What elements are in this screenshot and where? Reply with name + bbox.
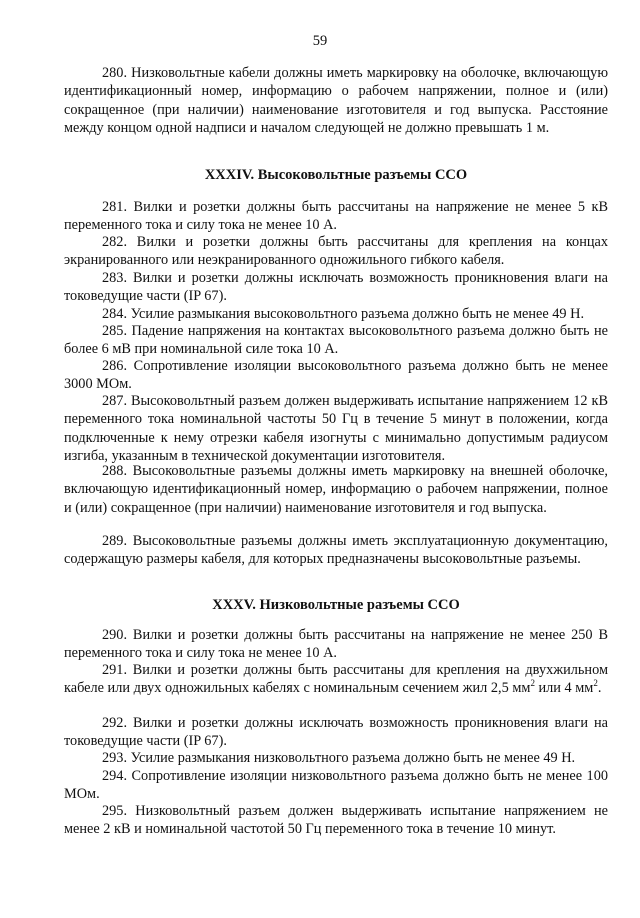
paragraph-291: 291. Вилки и розетки должны быть рассчитаны для крепления на двухжильном кабеле или двух одножильных кабелях с номинальным сечением жил 2,5 $мм^2$ или 4 $мм^2$. xyxy=(64,662,608,697)
paragraph-282: 282. Вилки и розетки должны быть рассчитаны для крепления на концах экранированного или неэкранированного одножильного гибкого кабеля. xyxy=(64,234,608,269)
section-heading-xxxiv: XXXIV. Высоковольтные разъемы ССО xyxy=(204,167,468,183)
paragraph-288: 288. Высоковольтные разъемы должны иметь маркировку на внешней оболочке, включающую идентификационный номер, информацию о рабочем напряжении, полное и (или) сокращенное (при наличии) наименование изготовителя и год выпуска. xyxy=(64,463,608,516)
paragraph-283: 283. Вилки и розетки должны исключать возможность проникновения влаги на токоведущие части (IP 67). xyxy=(64,270,608,305)
superscript-squared: 2 xyxy=(530,678,535,689)
paragraph-292: 292. Вилки и розетки должны исключать возможность проникновения влаги на токоведущие части (IP 67). xyxy=(64,715,608,750)
paragraph-293: 293. Усилие размыкания низковольтного разъема должно быть не менее 49 Н. xyxy=(102,750,576,766)
paragraph-284: 284. Усилие размыкания высоковольтного разъема должно быть не менее 49 Н. xyxy=(102,306,585,322)
paragraph-285: 285. Падение напряжения на контактах высоковольтного разъема должно быть не более 6 мВ при номинальной силе тока 10 А. xyxy=(64,323,608,358)
page-number: 59 xyxy=(312,33,328,49)
paragraph-289: 289. Высоковольтные разъемы должны иметь эксплуатационную документацию, содержащую размеры кабеля, для которых предназначены высоковольтные разъемы. xyxy=(64,533,608,568)
paragraph-280: 280. Низковольтные кабели должны иметь маркировку на оболочке, включающую идентификационный номер, информацию о рабочем напряжении, полное и (или) сокращенное (при наличии) наименование изготовителя и год выпуска. Расстояние между концом одной надписи и началом следующей не должно превышать 1 м. xyxy=(64,65,608,136)
paragraph-287: 287. Высоковольтный разъем должен выдерживать испытание напряжением 12 кВ переменного тока номинальной частоты 50 Гц в течение 5 минут в положении, когда подключенные к нему отрезки кабеля изогнуты с минимально допустимым радиусом изгиба, указанным в технической документации изготовителя. xyxy=(64,393,608,464)
paragraph-294: 294. Сопротивление изоляции низковольтного разъема должно быть не менее 100 МОм. xyxy=(64,768,608,803)
paragraph-286: 286. Сопротивление изоляции высоковольтного разъема должно быть не менее 3000 МОм. xyxy=(64,358,608,393)
paragraph-281: 281. Вилки и розетки должны быть рассчитаны на напряжение не менее 5 кВ переменного тока и силу тока не менее 10 А. xyxy=(64,199,608,234)
superscript-squared: 2 xyxy=(593,678,598,689)
paragraph-290: 290. Вилки и розетки должны быть рассчитаны на напряжение не менее 250 В переменного тока и силу тока не менее 10 А. xyxy=(64,627,608,662)
paragraph-295: 295. Низковольтный разъем должен выдерживать испытание напряжением не менее 2 кВ и номинальной частотой 50 Гц переменного тока в течение 10 минут. xyxy=(64,803,608,838)
section-heading-xxxv: XXXV. Низковольтные разъемы ССО xyxy=(212,597,460,613)
